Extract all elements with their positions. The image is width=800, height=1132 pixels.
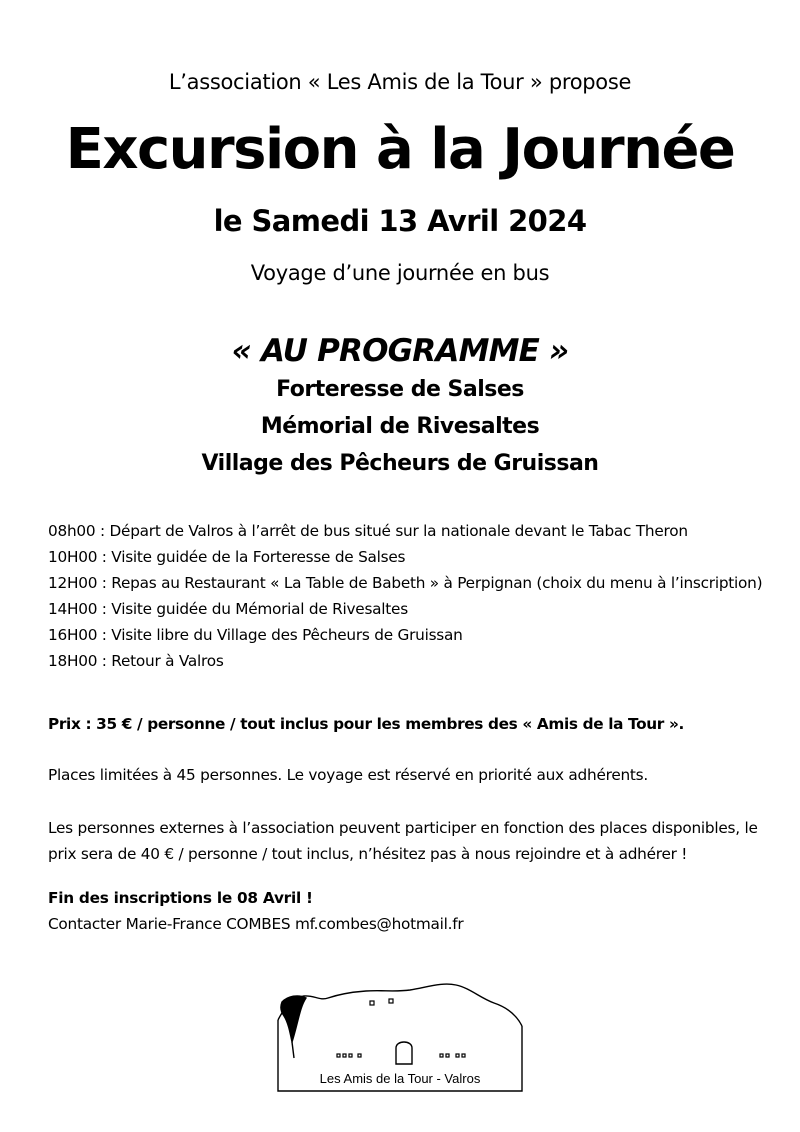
page-title: Excursion à la Journée — [65, 117, 735, 182]
schedule-item: 08h00 : Départ de Valros à l’arrêt de bus situé sur la nationale devant le Tabac Theron — [48, 522, 688, 540]
price-text: Prix : 35 € / personne / tout inclus pour les membres des « Amis de la Tour ». — [48, 715, 684, 733]
logo-caption: Les Amis de la Tour - Valros — [319, 1071, 481, 1086]
schedule-item: 16H00 : Visite libre du Village des Pêcheurs de Gruissan — [48, 626, 463, 644]
registration-deadline: Fin des inscriptions le 08 Avril ! — [48, 889, 313, 907]
event-date: le Samedi 13 Avril 2024 — [213, 204, 587, 238]
schedule-list — [48, 518, 768, 674]
schedule-item: 12H00 : Repas au Restaurant « La Table de Babeth » à Perpignan (choix du menu à l’inscription) — [48, 574, 763, 592]
programme-item: Village des Pêcheurs de Gruissan — [201, 451, 599, 476]
schedule-item: 14H00 : Visite guidée du Mémorial de Rivesaltes — [48, 600, 408, 618]
schedule-item: 10H00 : Visite guidée de la Forteresse de Salses — [48, 548, 406, 566]
schedule-item: 18H00 : Retour à Valros — [48, 652, 224, 670]
association-logo — [270, 968, 530, 1098]
contact-line: Contacter Marie-France COMBES mf.combes@hotmail.fr — [48, 915, 464, 933]
intro-line: L’association « Les Amis de la Tour » propose — [168, 70, 632, 94]
external-participants-text: Les personnes externes à l’association peuvent participer en fonction des places disponibles, le prix sera de 40 € / personne / tout inclus, n’hésitez pas à nous rejoindre et à adhérer ! — [48, 819, 758, 863]
programme-heading: « AU PROGRAMME » — [231, 333, 569, 369]
programme-item: Mémorial de Rivesaltes — [260, 414, 540, 439]
event-subtitle: Voyage d’une journée en bus — [250, 261, 550, 285]
programme-item: Forteresse de Salses — [276, 377, 524, 402]
places-text: Places limitées à 45 personnes. Le voyage est réservé en priorité aux adhérents. — [48, 766, 649, 784]
